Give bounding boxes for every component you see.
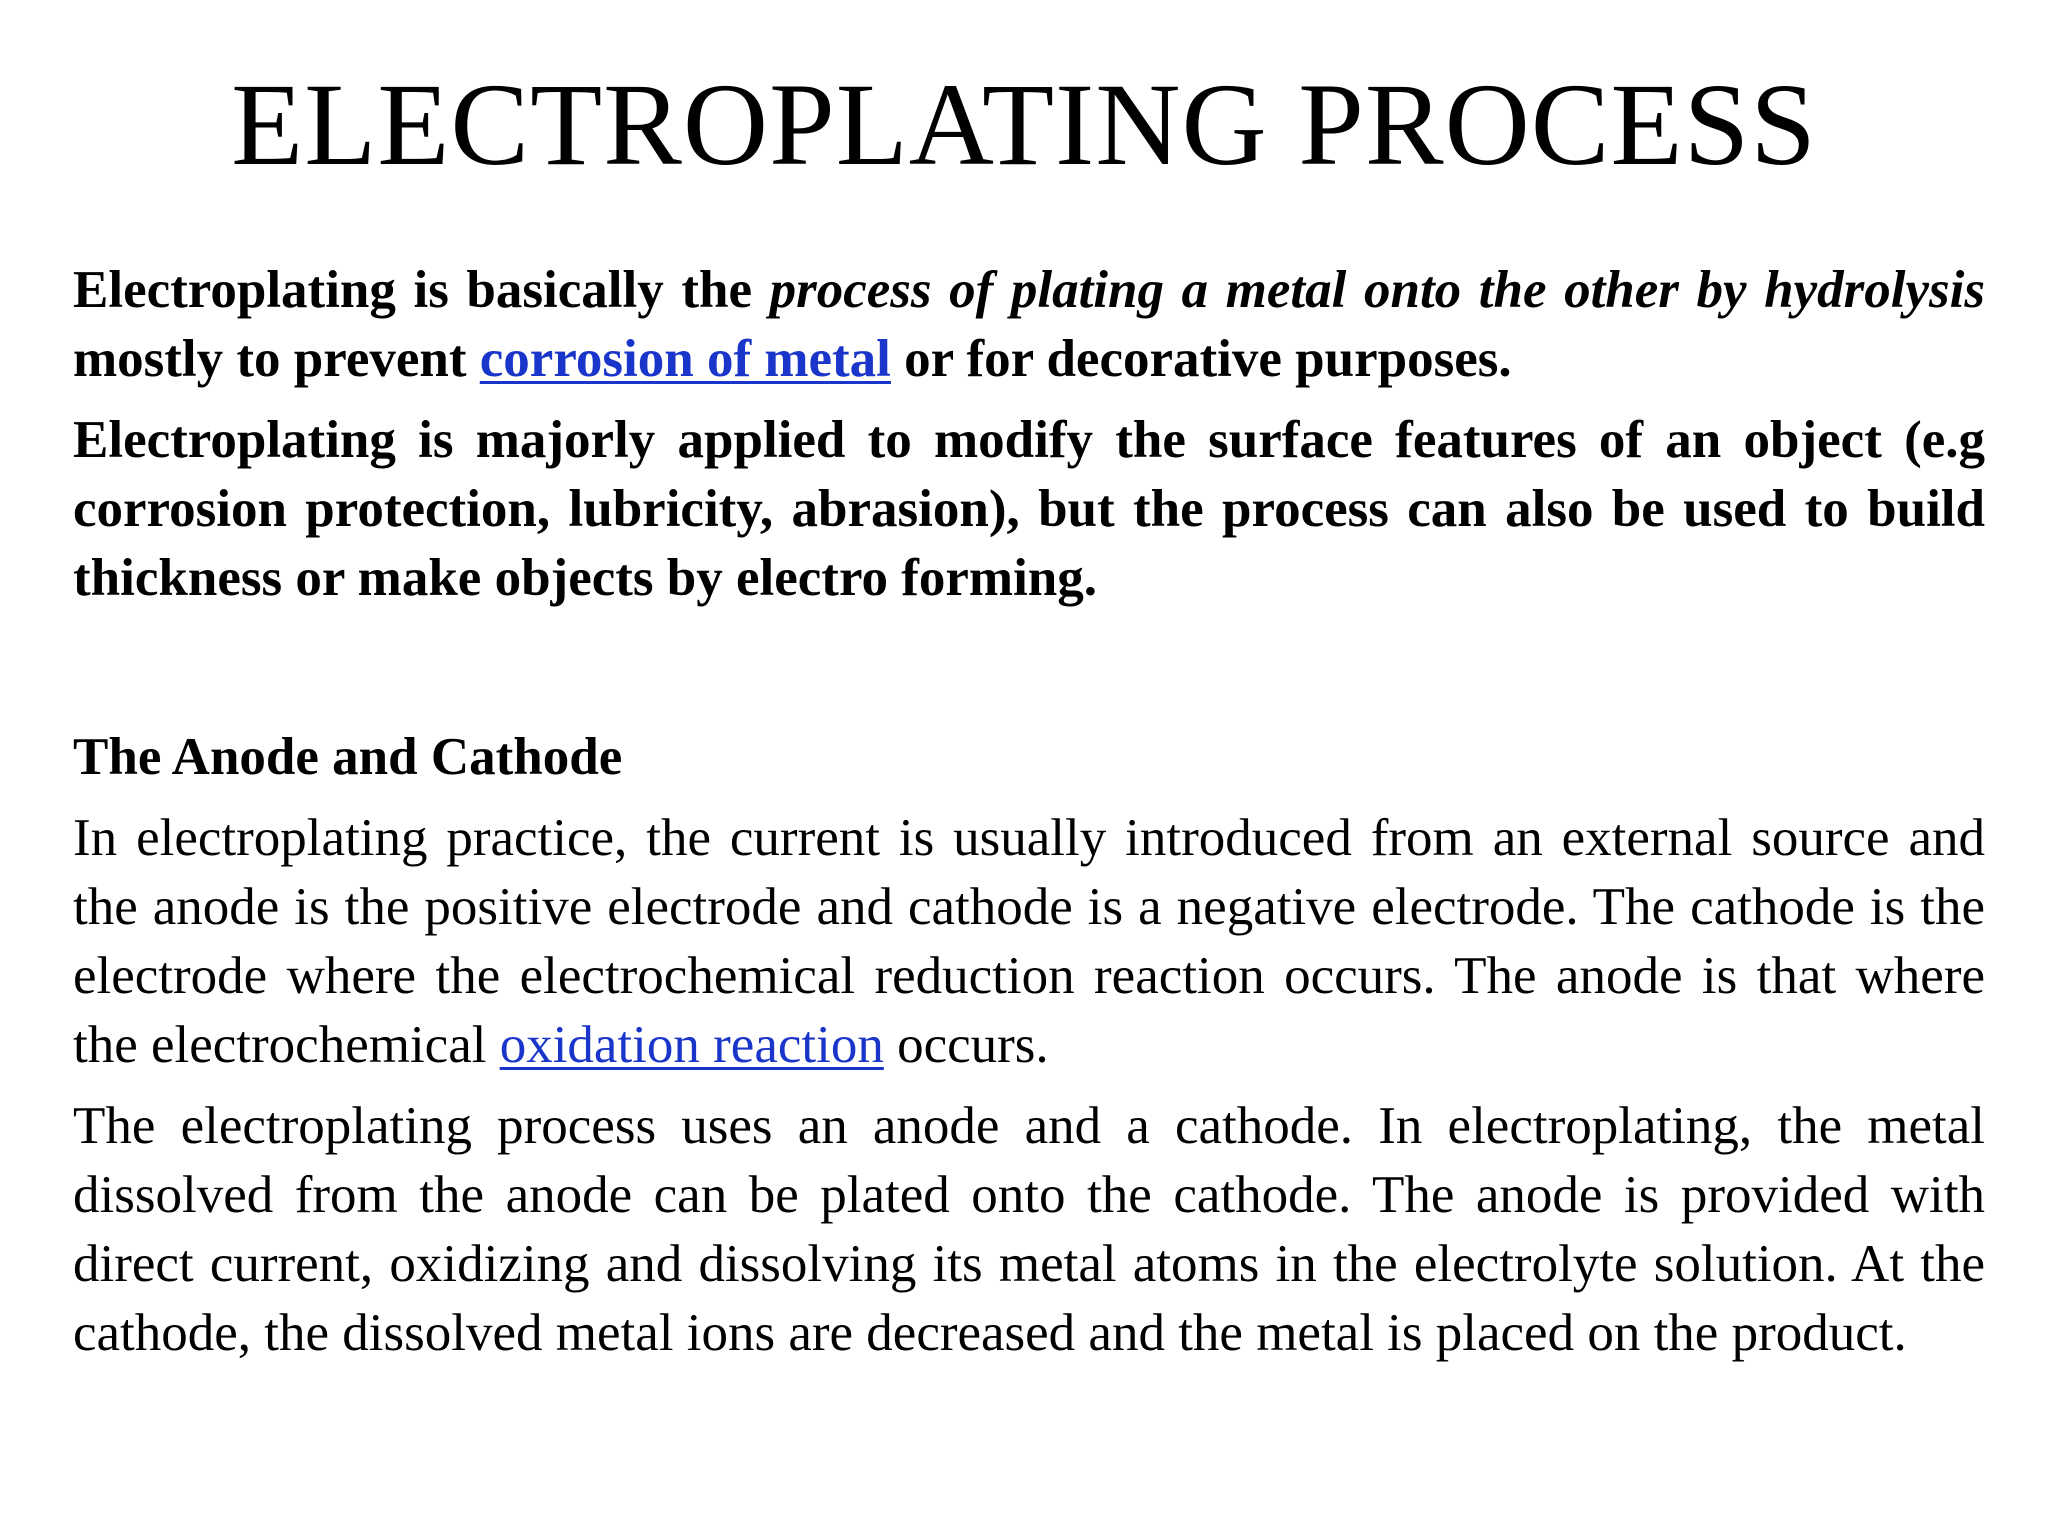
intro-italic-text: process of plating a metal onto the other by hydrolysis: [769, 261, 1985, 319]
application-paragraph: Electroplating is majorly applied to modify the surface features of an object (e.g corrosion protection, lubricity, abrasion), but the process can also be used to build thickness or make objects by electro forming.: [73, 411, 1985, 607]
anode-cathode-text-1: In electroplating practice, the current is usually introduced from an external source and the anode is the positive electrode and cathode is a negative electrode. The cathode is the electrode where the electrochemical reduction reaction occurs. The anode is that where the electrochemical: [73, 809, 1985, 1074]
slide-title: ELECTROPLATING PROCESS: [231, 59, 1817, 190]
intro-text-2: mostly to prevent: [73, 330, 480, 388]
oxidation-reaction-link[interactable]: oxidation reaction: [499, 1016, 884, 1074]
slide-body: [73, 256, 1985, 1368]
intro-text-1: Electroplating is basically the: [73, 261, 770, 319]
anode-cathode-paragraph: [73, 804, 1985, 1080]
section-heading: The Anode and Cathode: [73, 728, 623, 786]
intro-text-3: or for decorative purposes.: [890, 330, 1512, 388]
process-paragraph: The electroplating process uses an anode and a cathode. In electroplating, the metal dissolved from the anode can be plated onto the cathode. The anode is provided with direct current, oxidizing and dissolving its metal atoms in the electrolyte solution. At the cathode, the dissolved metal ions are decreased and the metal is placed on the product.: [73, 1097, 1985, 1362]
corrosion-of-metal-link[interactable]: corrosion of metal: [479, 330, 891, 388]
anode-cathode-text-2: occurs.: [883, 1016, 1049, 1074]
intro-paragraph: [73, 256, 1985, 394]
